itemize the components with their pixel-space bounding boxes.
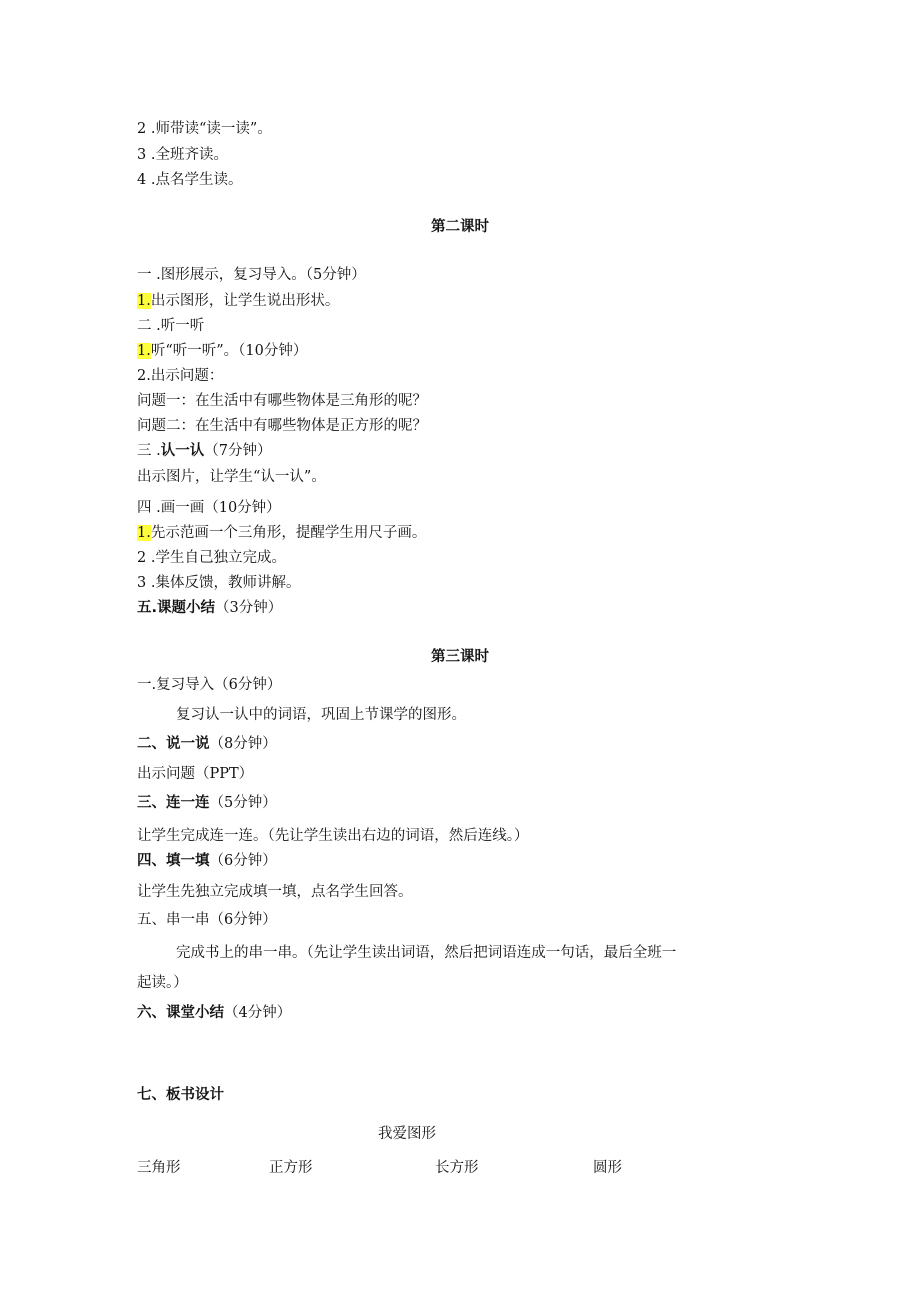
board-shape-triangle: 三角形 bbox=[137, 1160, 181, 1176]
section-name: 四、填一填 bbox=[137, 853, 210, 869]
lesson2-question2: 问题二：在生活中有哪些物体是正方形的呢？ bbox=[137, 418, 427, 434]
lesson2-section1-title: 一 .图形展示，复习导入。（5分钟） bbox=[137, 267, 366, 283]
board-shape-circle: 圆形 bbox=[593, 1160, 622, 1176]
item-text: 出示图形，让学生说出形状。 bbox=[150, 293, 340, 309]
highlight-number: 1. bbox=[137, 343, 151, 359]
section-duration: （5分钟） bbox=[209, 795, 277, 811]
lesson3-section2-text: 出示问题（PPT） bbox=[137, 766, 254, 782]
lesson2-section4-item2: 2 .学生自己独立完成。 bbox=[137, 550, 286, 566]
lesson2-question1: 问题一：在生活中有哪些物体是三角形的呢？ bbox=[137, 393, 427, 409]
section-name: 三、连一连 bbox=[137, 795, 210, 811]
section-name: 六、课堂小结 bbox=[137, 1005, 224, 1021]
section-prefix: 三 . bbox=[137, 443, 161, 459]
item-text: 听“听一听”。（10分钟） bbox=[150, 343, 308, 359]
lesson3-section4-title bbox=[137, 851, 277, 871]
intro-item-2: 2 .师带读“读一读”。 bbox=[137, 121, 272, 137]
lesson2-section4-title: 四 .画一画（10分钟） bbox=[137, 500, 281, 516]
section-name: 认一认 bbox=[160, 443, 205, 459]
lesson3-section2-title bbox=[137, 734, 277, 754]
lesson2-section5-title bbox=[137, 598, 282, 618]
lesson2-section3-text: 出示图片，让学生“认一认”。 bbox=[137, 469, 326, 485]
section-duration: （7分钟） bbox=[204, 443, 272, 459]
lesson3-section6-title bbox=[137, 1003, 291, 1023]
board-center-title: 我爱图形 bbox=[378, 1126, 436, 1142]
board-shape-rectangle: 长方形 bbox=[435, 1160, 479, 1176]
section-name: 五.课题小结 bbox=[137, 600, 216, 616]
lesson3-section1-title: 一.复习导入（6分钟） bbox=[137, 677, 282, 693]
board-shape-square: 正方形 bbox=[269, 1160, 313, 1176]
lesson2-section3-title bbox=[137, 441, 271, 461]
lesson2-section4-item1 bbox=[137, 523, 426, 543]
section-duration: （4分钟） bbox=[224, 1005, 292, 1021]
lesson2-section2-item2: 2.出示问题： bbox=[137, 368, 224, 384]
lesson3-section3-title bbox=[137, 793, 277, 813]
section-duration: （8分钟） bbox=[209, 736, 277, 752]
lesson3-section1-text: 复习认一认中的词语，巩固上节课学的图形。 bbox=[176, 707, 466, 723]
section-duration: （6分钟） bbox=[209, 853, 277, 869]
lesson2-section4-item3: 3 .集体反馈，教师讲解。 bbox=[137, 575, 301, 591]
lesson2-title: 第二课时 bbox=[431, 219, 489, 235]
board-design-title: 七、板书设计 bbox=[137, 1087, 224, 1103]
lesson2-section1-item1 bbox=[137, 291, 339, 311]
lesson3-section5-title: 五、串一串（6分钟） bbox=[137, 912, 277, 928]
lesson3-section4-text: 让学生先独立完成填一填，点名学生回答。 bbox=[137, 884, 413, 900]
section-name: 二、说一说 bbox=[137, 736, 210, 752]
lesson3-section5-text-line1: 完成书上的串一串。（先让学生读出词语，然后把词语连成一句话，最后全班一 bbox=[176, 945, 677, 961]
intro-item-3: 3 .全班齐读。 bbox=[137, 147, 228, 163]
item-text: 先示范画一个三角形，提醒学生用尺子画。 bbox=[150, 525, 427, 541]
lesson2-section2-title: 二 .听一听 bbox=[137, 318, 205, 334]
highlight-number: 1. bbox=[137, 525, 151, 541]
intro-item-4: 4 .点名学生读。 bbox=[137, 172, 243, 188]
highlight-number: 1. bbox=[137, 293, 151, 309]
lesson3-section3-text: 让学生完成连一连。（先让学生读出右边的词语，然后连线。） bbox=[137, 828, 529, 844]
lesson3-section5-text-line2: 起读。） bbox=[137, 975, 188, 991]
section-duration: （3分钟） bbox=[215, 600, 283, 616]
lesson3-title: 第三课时 bbox=[431, 649, 489, 665]
lesson2-section2-item1 bbox=[137, 341, 307, 361]
